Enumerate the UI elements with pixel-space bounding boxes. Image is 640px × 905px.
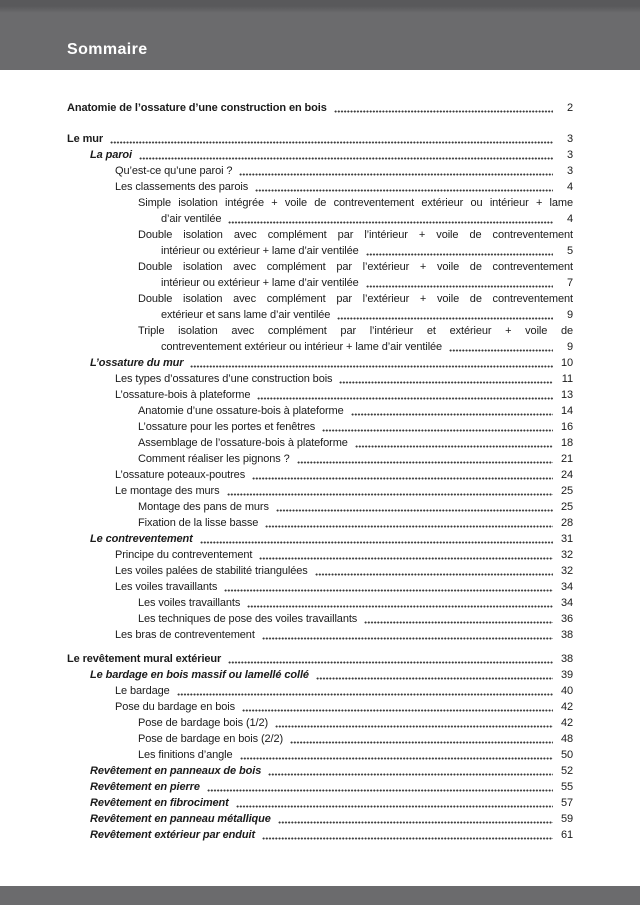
toc-entry-row — [67, 435, 573, 451]
dot-leader — [316, 677, 553, 680]
toc-list — [67, 100, 573, 843]
toc-entry-continuation — [67, 339, 573, 355]
toc-page-number: 32 — [560, 565, 573, 577]
toc-page-number: 57 — [560, 797, 573, 809]
toc-page-number: 50 — [560, 749, 573, 761]
toc-entry-row — [67, 515, 573, 531]
toc-page-number: 61 — [560, 829, 573, 841]
toc-entry-row — [67, 195, 573, 211]
dot-leader — [139, 157, 553, 160]
toc-entry-row — [67, 667, 573, 683]
toc-entry-label: Revêtement en fibrociment — [90, 797, 229, 809]
toc-page-number: 39 — [560, 669, 573, 681]
dot-leader — [224, 589, 553, 592]
toc-entry-row — [67, 451, 573, 467]
toc-entry-label: L’ossature-bois à plateforme — [115, 389, 251, 401]
toc-entry-label: Simple isolation intégrée + voile de contreventement extérieur ou intérieur + lame — [138, 197, 573, 209]
dot-leader — [366, 253, 553, 256]
toc-entry-row — [67, 323, 573, 339]
toc-entry-row — [67, 715, 573, 731]
toc-entry-label: extérieur et sans lame d’air ventilée — [161, 309, 331, 321]
toc-entry-row — [67, 627, 573, 643]
toc-entry-row — [67, 547, 573, 563]
dot-leader — [247, 605, 553, 608]
toc-page-number: 3 — [566, 165, 573, 177]
toc-entry-row — [67, 163, 573, 179]
toc-page-number: 34 — [560, 597, 573, 609]
toc-entry-row — [67, 747, 573, 763]
toc-entry-label: L’ossature du mur — [90, 357, 184, 369]
dot-leader — [364, 621, 553, 624]
dot-leader — [252, 477, 553, 480]
toc-page-number: 7 — [566, 277, 573, 289]
toc-entry-label: Les classements des parois — [115, 181, 249, 193]
dot-leader — [257, 397, 553, 400]
toc-page-number: 13 — [560, 389, 573, 401]
toc-entry-row — [67, 483, 573, 499]
toc-entry-label: contreventement extérieur ou intérieur + lame d’air ventilée — [161, 341, 443, 353]
toc-entry-row — [67, 595, 573, 611]
toc-page-number: 34 — [560, 581, 573, 593]
dot-leader — [449, 349, 553, 352]
toc-page-number: 31 — [560, 533, 573, 545]
toc-entry-continuation — [67, 275, 573, 291]
toc-page-number: 24 — [560, 469, 573, 481]
dot-leader — [190, 365, 553, 368]
toc-entry-row — [67, 387, 573, 403]
toc-entry-label: Anatomie de l’ossature d’une construction en bois — [67, 102, 327, 114]
toc-entry-label: Le revêtement mural extérieur — [67, 653, 222, 665]
dot-leader — [276, 509, 553, 512]
toc-entry-label: Les bras de contreventement — [115, 629, 255, 641]
toc-entry-label: Pose de bardage bois (1/2) — [138, 717, 269, 729]
page-title: Sommaire — [67, 41, 148, 58]
toc-entry-row — [67, 467, 573, 483]
toc-entry-row — [67, 563, 573, 579]
toc-entry-label: Les voiles travaillants — [115, 581, 218, 593]
dot-leader — [262, 637, 553, 640]
header-bar — [0, 0, 640, 70]
toc-entry-label: Le contreventement — [90, 533, 193, 545]
toc-page-number: 40 — [560, 685, 573, 697]
toc-entry-row — [67, 291, 573, 307]
toc-page-number: 42 — [560, 701, 573, 713]
dot-leader — [228, 221, 553, 224]
toc-entry-label: Double isolation avec complément par l’intérieur + voile de contreventement — [138, 229, 573, 241]
toc-entry-label: Revêtement en panneaux de bois — [90, 765, 262, 777]
toc-page-number: 38 — [560, 629, 573, 641]
toc-entry-row — [67, 683, 573, 699]
toc-entry-label: Le mur — [67, 133, 104, 145]
toc-entry-row — [67, 699, 573, 715]
toc-entry-label: Le bardage en bois massif ou lamellé collé — [90, 669, 309, 681]
toc-page-number: 14 — [560, 405, 573, 417]
toc-entry-row — [67, 100, 573, 116]
dot-leader — [242, 709, 553, 712]
dot-leader — [366, 285, 553, 288]
dot-leader — [259, 557, 553, 560]
toc-entry-label: Principe du contreventement — [115, 549, 253, 561]
toc-entry-row — [67, 403, 573, 419]
toc-page-number: 9 — [566, 341, 573, 353]
toc-entry-row — [67, 147, 573, 163]
toc-entry-row — [67, 499, 573, 515]
toc-entry-label: Anatomie d’une ossature-bois à plateforme — [138, 405, 344, 417]
toc-page-number: 59 — [560, 813, 573, 825]
toc-entry-continuation — [67, 243, 573, 259]
toc-page-number: 3 — [566, 133, 573, 145]
toc-entry-label: L’ossature pour les portes et fenêtres — [138, 421, 316, 433]
dot-leader — [110, 141, 553, 144]
toc-page-number: 5 — [566, 245, 573, 257]
toc-entry-label: Revêtement en pierre — [90, 781, 200, 793]
dot-leader — [177, 693, 553, 696]
toc-entry-row — [67, 259, 573, 275]
toc-entry-label: La paroi — [90, 149, 132, 161]
toc-entry-label: Revêtement extérieur par enduit — [90, 829, 256, 841]
dot-leader — [297, 461, 553, 464]
toc-entry-label: Les techniques de pose des voiles travaillants — [138, 613, 358, 625]
toc-entry-label: intérieur ou extérieur + lame d’air ventilée — [161, 245, 359, 257]
toc-entry-row — [67, 419, 573, 435]
toc-entry-label: Les voiles palées de stabilité triangulées — [115, 565, 308, 577]
toc-entry-label: Qu’est-ce qu’une paroi ? — [115, 165, 233, 177]
toc-entry-row — [67, 811, 573, 827]
dot-leader — [200, 541, 553, 544]
dot-leader — [290, 741, 553, 744]
toc-entry-label: d’air ventilée — [161, 213, 222, 225]
toc-page-number: 52 — [560, 765, 573, 777]
toc-page-number: 4 — [566, 213, 573, 225]
dot-leader — [334, 110, 553, 113]
toc-entry-label: Triple isolation avec complément par l’intérieur et extérieur + voile de — [138, 325, 573, 337]
footer-bar — [0, 886, 640, 905]
toc-entry-label: Assemblage de l’ossature-bois à plateforme — [138, 437, 348, 449]
toc-page-number: 36 — [560, 613, 573, 625]
dot-leader — [227, 493, 554, 496]
toc-entry-label: Pose de bardage en bois (2/2) — [138, 733, 284, 745]
toc-entry-label: Revêtement en panneau métallique — [90, 813, 271, 825]
toc-entry-row — [67, 763, 573, 779]
toc-entry-label: Les finitions d’angle — [138, 749, 233, 761]
toc-entry-label: Les voiles travaillants — [138, 597, 241, 609]
toc-entry-continuation — [67, 211, 573, 227]
toc-page-number: 42 — [560, 717, 573, 729]
toc-entry-label: Le bardage — [115, 685, 170, 697]
toc-entry-label: Comment réaliser les pignons ? — [138, 453, 290, 465]
toc-entry-label: Le montage des murs — [115, 485, 220, 497]
dot-leader — [337, 317, 553, 320]
dot-leader — [262, 837, 553, 840]
toc-entry-label: Double isolation avec complément par l’extérieur + voile de contreventement — [138, 293, 573, 305]
dot-leader — [268, 773, 553, 776]
toc-page-number: 55 — [560, 781, 573, 793]
toc-entry-row — [67, 371, 573, 387]
toc-page-number: 4 — [566, 181, 573, 193]
dot-leader — [315, 573, 553, 576]
toc-entry-label: L’ossature poteaux-poutres — [115, 469, 246, 481]
toc-entry-label: Les types d’ossatures d’une construction bois — [115, 373, 333, 385]
toc-page-number: 48 — [560, 733, 573, 745]
dot-leader — [265, 525, 553, 528]
toc-entry-label: Double isolation avec complément par l’extérieur + voile de contreventement — [138, 261, 573, 273]
dot-leader — [278, 821, 553, 824]
toc-entry-label: intérieur ou extérieur + lame d’air ventilée — [161, 277, 359, 289]
toc-entry-row — [67, 651, 573, 667]
dot-leader — [339, 381, 553, 384]
dot-leader — [236, 805, 553, 808]
toc-page-number: 32 — [560, 549, 573, 561]
toc-page-number: 25 — [560, 485, 573, 497]
toc-entry-continuation — [67, 307, 573, 323]
toc-page-number: 18 — [560, 437, 573, 449]
toc-page-number: 10 — [560, 357, 573, 369]
dot-leader — [255, 189, 553, 192]
dot-leader — [228, 661, 553, 664]
toc-page-number: 28 — [560, 517, 573, 529]
toc-entry-label: Montage des pans de murs — [138, 501, 269, 513]
toc-page-number: 25 — [560, 501, 573, 513]
toc-entry-row — [67, 611, 573, 627]
toc-entry-row — [67, 355, 573, 371]
toc-entry-row — [67, 779, 573, 795]
dot-leader — [355, 445, 553, 448]
toc-page-number: 38 — [560, 653, 573, 665]
toc-page-number: 11 — [561, 373, 573, 385]
dot-leader — [239, 173, 553, 176]
toc-page-number: 21 — [560, 453, 573, 465]
toc-entry-row — [67, 579, 573, 595]
dot-leader — [275, 725, 553, 728]
toc-entry-row — [67, 179, 573, 195]
toc-page-number: 2 — [566, 102, 573, 114]
toc-entry-row — [67, 731, 573, 747]
dot-leader — [322, 429, 553, 432]
toc-page-number: 9 — [566, 309, 573, 321]
toc-entry-row — [67, 531, 573, 547]
toc-entry-row — [67, 795, 573, 811]
toc-page-number: 16 — [560, 421, 573, 433]
toc-entry-label: Fixation de la lisse basse — [138, 517, 259, 529]
toc-entry-row — [67, 227, 573, 243]
dot-leader — [240, 757, 553, 760]
toc-page-number: 3 — [566, 149, 573, 161]
dot-leader — [207, 789, 553, 792]
dot-leader — [351, 413, 553, 416]
toc-entry-label: Pose du bardage en bois — [115, 701, 236, 713]
toc-entry-row — [67, 827, 573, 843]
toc-entry-row — [67, 131, 573, 147]
